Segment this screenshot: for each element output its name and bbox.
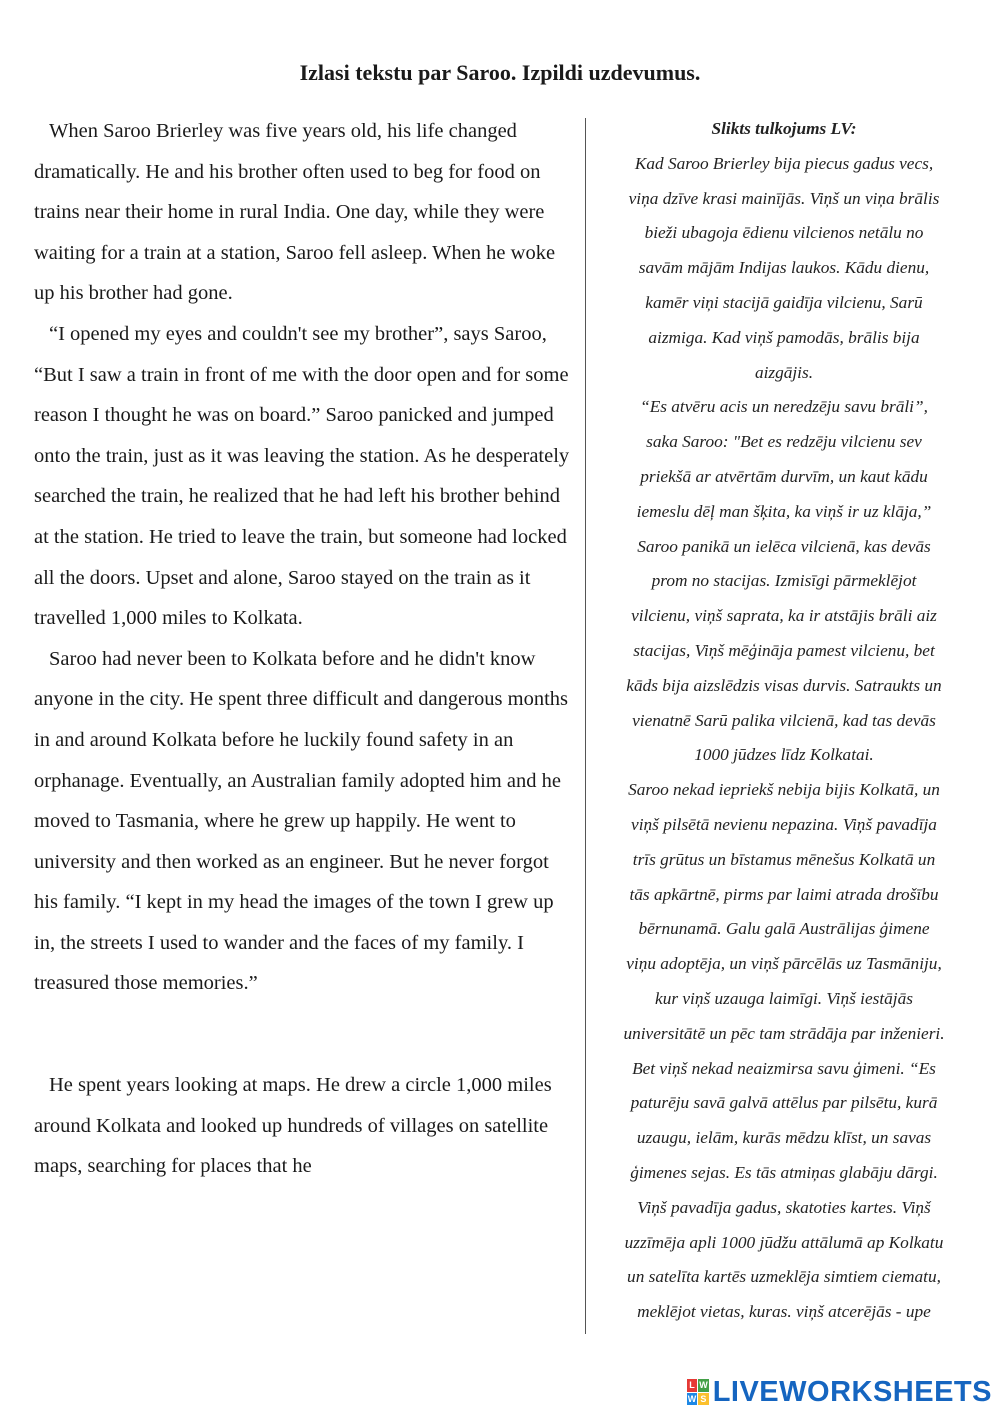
logo-badge-letter: W — [687, 1393, 697, 1404]
logo-badge-letter: W — [699, 1380, 708, 1391]
translation-line: Saroo nekad iepriekš nebija bijis Kolkatā, un — [628, 780, 940, 800]
translation-line: tās apkārtnē, pirms par laimi atrada drošību — [629, 884, 939, 904]
translation-line: “Es atvēru acis un neredzēju savu brāli”, — [640, 397, 928, 417]
translation-line: vilcienu, viņš saprata, ka ir atstājis brāli aiz — [631, 606, 937, 626]
translation-line: meklējot vietas, kuras. viņš atcerējās - upe — [637, 1302, 931, 1322]
translation-line: viņa dzīve krasi mainījās. Viņš un viņa brālis — [628, 188, 940, 208]
english-paragraph-2: “I opened my eyes and couldn't see my brother”, says Saroo, “But I saw a train in front of me with the door open and for some reason I thought he was on board.” Saroo panicked and jumped onto the train, just as it was leaving the station. As he desperately searched the train, he realized that he had left his brother behind at the station. He tried to leave the train, but someone had locked all the doors. Upset and alone, Saroo stayed on the train as it travelled 1,000 miles to Kolkata. — [34, 322, 570, 630]
translation-line: priekšā ar atvērtām durvīm, un kaut kādu — [640, 466, 928, 486]
translation-line: stacijas, Viņš mēģināja pamest vilcienu, bet — [633, 640, 935, 660]
translation-column — [594, 112, 974, 1330]
translation-line: kāds bija aizslēdzis visas durvis. Satraukts un — [626, 675, 942, 695]
english-paragraph-3: Saroo had never been to Kolkata before and he didn't know anyone in the city. He spent three difficult and dangerous months in and around Kolkata before he luckily found safety in an orphanage. Eventually, an Australian family adopted him and he moved to Tasmania, where he grew up happily. He went to university and then worked as an engineer. But he never forgot his family. “I kept in my head the images of the town I grew up in, the streets I used to wander and the faces of my family. I treasured those memories.” — [34, 647, 569, 995]
logo-badge-letter: S — [698, 1393, 709, 1406]
liveworksheets-logo[interactable] — [687, 1375, 992, 1409]
translation-line: bieži ubagoja ēdienu vilcienos netālu no — [644, 223, 924, 243]
translation-line: Saroo panikā un ielēca vilcienā, kas devās — [637, 536, 931, 556]
translation-line: Viņš pavadīja gadus, skatoties kartes. Viņš — [637, 1197, 931, 1217]
translation-heading: Slikts tulkojums LV: — [711, 119, 857, 138]
translation-line: un satelīta kartēs uzmeklēja simtiem ciematu, — [627, 1267, 941, 1287]
translation-line: kamēr viņi stacijā gaidīja vilcienu, Sarū — [645, 292, 923, 312]
translation-line: ģimenes sejas. Es tās atmiņas glabāju dārgi. — [630, 1162, 938, 1182]
translation-line: saka Saroo: "Bet es redzēju vilcienu sev — [646, 432, 922, 452]
translation-line: viņu adoptēja, un viņš pārcēlās uz Tasmāniju, — [626, 954, 942, 974]
translation-line: paturēju savā galvā attēlus par pilsētu, kurā — [630, 1093, 938, 1113]
translation-line: Kad Saroo Brierley bija piecus gadus vecs, — [634, 153, 934, 173]
translation-line: uzaugu, ielām, kurās mēdzu klīst, un savas — [636, 1128, 932, 1148]
translation-line: bērnunamā. Galu galā Austrālijas ģimene — [638, 919, 930, 939]
translation-line: trīs grūtus un bīstamus mēnešus Kolkatā un — [632, 849, 936, 869]
translation-line: vienatnē Sarū palika vilcienā, kad tas devās — [632, 710, 936, 730]
logo-text: LIVEWORKSHEETS — [712, 1375, 992, 1408]
english-paragraph-1: When Saroo Brierley was five years old, his life changed dramatically. He and his brother often used to beg for food on trains near their home in rural India. One day, while they were waiting for a train at a station, Saroo fell asleep. When he woke up his brother had gone. — [34, 120, 556, 305]
translation-line: viņš pilsētā nevienu nepazina. Viņš pavadīja — [631, 814, 937, 834]
logo-badge-letter: L — [687, 1379, 698, 1392]
translation-line: iemeslu dēļ man šķita, ka viņš ir uz klāja,” — [636, 501, 932, 521]
translation-line: universitātē un pēc tam strādāja par inženieri. — [623, 1023, 945, 1043]
translation-line: prom no stacijas. Izmisīgi pārmeklējot — [651, 571, 917, 591]
page-title: Izlasi tekstu par Saroo. Izpildi uzdevumus. — [299, 60, 701, 85]
translation-line: kur viņš uzauga laimīgi. Viņš iestājās — [655, 988, 913, 1008]
translation-lines — [594, 147, 974, 1330]
column-divider — [585, 118, 586, 1334]
translation-line: savām mājām Indijas laukos. Kādu dienu, — [638, 258, 930, 278]
translation-line: Bet viņš nekad neaizmirsa savu ģimeni. “Es — [632, 1058, 936, 1078]
translation-line: aizmiga. Kad viņš pamodās, brālis bija — [648, 327, 920, 347]
english-paragraph-4: He spent years looking at maps. He drew a circle 1,000 miles around Kolkata and looked up hundreds of villages on satellite maps, searching for places that he — [34, 1074, 552, 1178]
translation-line: 1000 jūdzes līdz Kolkatai. — [694, 745, 874, 765]
translation-line: uzzīmēja apli 1000 jūdžu attālumā ap Kolkatu — [624, 1232, 944, 1252]
logo-badge-icon — [687, 1379, 709, 1405]
english-text-column — [34, 111, 574, 1187]
translation-line: aizgājis. — [754, 362, 814, 382]
